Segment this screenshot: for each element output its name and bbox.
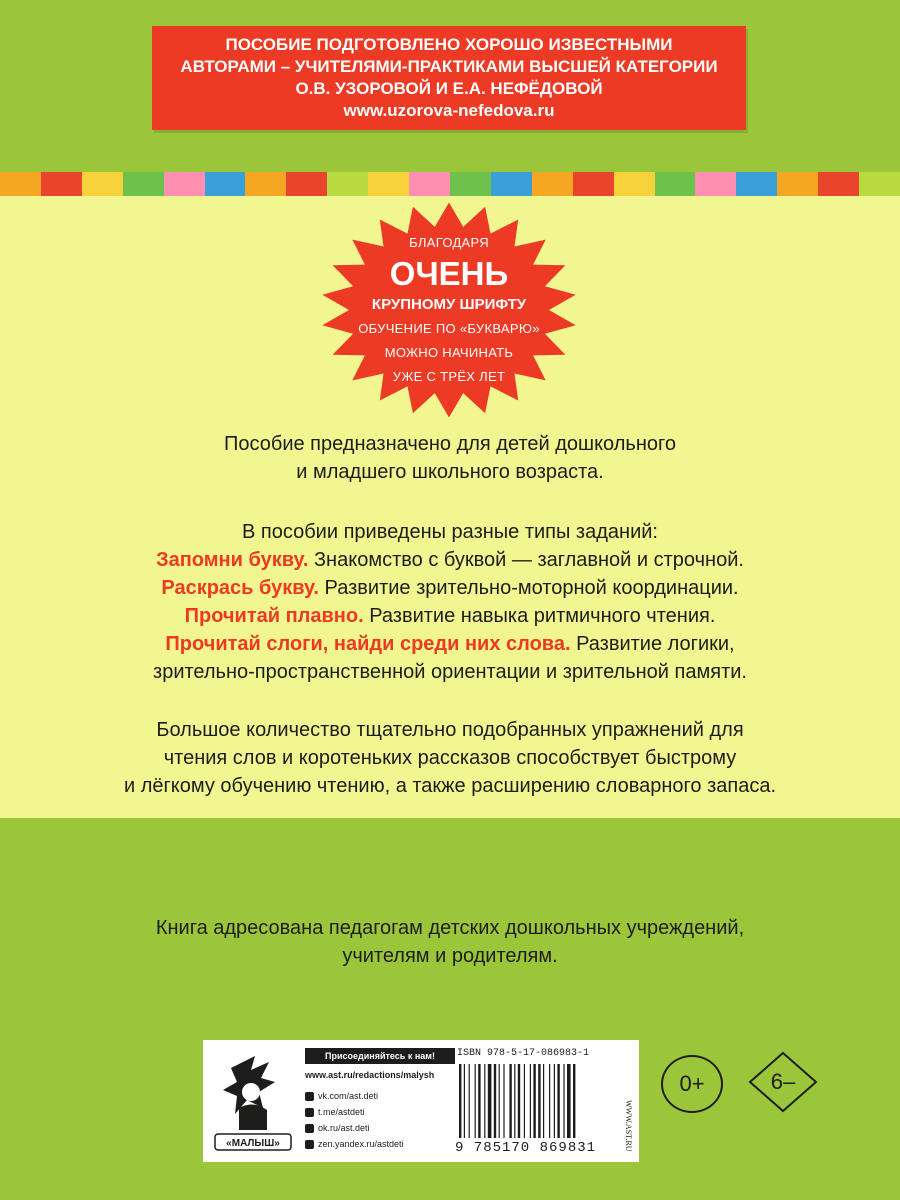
task-text: Знакомство с буквой — заглавной и строчной. <box>308 549 744 571</box>
join-label: Присоединяйтесь к нам! <box>305 1048 455 1064</box>
social-link-text: zen.yandex.ru/astdeti <box>318 1139 404 1149</box>
barcode-bar <box>549 1064 550 1138</box>
task-text: Развитие зрительно-моторной координации. <box>318 577 739 599</box>
task-title: Прочитай плавно. <box>184 605 364 627</box>
stripe-segment <box>736 172 777 196</box>
barcode-bar <box>538 1064 540 1138</box>
barcode-bar <box>567 1064 571 1138</box>
task-item <box>0 630 900 658</box>
stripe-segment <box>777 172 818 196</box>
barcode-bar <box>484 1064 485 1138</box>
stripe-segment <box>655 172 696 196</box>
task-tail: зрительно-пространственной ориентации и зрительной памяти. <box>153 661 747 683</box>
task-text: Развитие навыка ритмичного чтения. <box>363 605 716 627</box>
burst-line-2: ОЧЕНЬ <box>389 255 509 292</box>
task-list <box>0 518 900 686</box>
burst-line-6: УЖЕ С ТРЁХ ЛЕТ <box>392 369 506 384</box>
summary-line-2: чтения слов и коротеньких рассказов способствует быстрому <box>163 747 737 769</box>
barcode-bar <box>488 1064 492 1138</box>
social-row-zen <box>305 1136 404 1152</box>
task-item <box>0 574 900 602</box>
age-rating-circle: 0+ <box>661 1055 723 1113</box>
audience-line-2: учителям и родителям. <box>342 945 558 967</box>
audience-line-1: Книга адресована педагогам детских дошкольных учреждений, <box>155 917 745 939</box>
author-website: www.uzorova-nefedova.ru <box>343 101 555 120</box>
barcode-bar <box>563 1064 564 1138</box>
stripe-segment <box>859 172 900 196</box>
author-banner <box>152 26 746 130</box>
stripe-segment <box>368 172 409 196</box>
barcode-bar <box>499 1064 500 1138</box>
stripe-segment <box>286 172 327 196</box>
barcode-bar <box>530 1064 531 1138</box>
social-links <box>305 1088 404 1152</box>
barcode-bar <box>518 1064 520 1138</box>
burst-line-3: КРУПНОМУ ШРИФТУ <box>371 296 527 313</box>
barcode <box>457 1064 615 1138</box>
stripe-segment <box>491 172 532 196</box>
stripe-segment <box>205 172 246 196</box>
telegram-icon <box>305 1108 314 1117</box>
social-link-text: ok.ru/ast.deti <box>318 1123 370 1133</box>
task-title: Прочитай слоги, найди среди них слова. <box>165 633 571 655</box>
burst-line-1: БЛАГОДАРЯ <box>409 235 489 250</box>
barcode-bar <box>509 1064 511 1138</box>
task-title: Запомни букву. <box>156 549 309 571</box>
stripe-segment <box>245 172 286 196</box>
task-heading: В пособии приведены разные типы заданий: <box>242 521 658 543</box>
task-title: Раскрась букву. <box>161 577 319 599</box>
barcode-bar <box>503 1064 504 1138</box>
stripe-segment <box>573 172 614 196</box>
barcode-bar <box>543 1064 544 1138</box>
intro-line-1: Пособие предназначено для детей дошкольного <box>224 433 676 455</box>
publisher-site: www.ast.ru/redactions/malysh <box>305 1070 435 1080</box>
barcode-bar <box>557 1064 559 1138</box>
ok-icon <box>305 1124 314 1133</box>
barcode-bar <box>475 1064 476 1138</box>
social-link-text: vk.com/ast.deti <box>318 1091 379 1101</box>
stripe-segment <box>123 172 164 196</box>
color-stripe-border <box>0 172 900 196</box>
imprint-box <box>203 1040 639 1162</box>
age-rating-diamond: 6– <box>770 1069 796 1094</box>
stripe-segment <box>327 172 368 196</box>
task-item <box>0 602 900 630</box>
social-link-text: t.me/astdeti <box>318 1107 365 1117</box>
barcode-bar <box>514 1064 515 1138</box>
stripe-segment <box>532 172 573 196</box>
vertical-url-text: WWW.AST.RU <box>624 1100 633 1152</box>
burst-line-5: МОЖНО НАЧИНАТЬ <box>384 345 514 360</box>
social-row-telegram <box>305 1104 404 1120</box>
stripe-segment <box>82 172 123 196</box>
stripe-segment <box>41 172 82 196</box>
burst-line-4: ОБУЧЕНИЕ ПО «БУКВАРЮ» <box>358 321 540 336</box>
barcode-bar <box>524 1064 525 1138</box>
summary-line-3: и лёгкому обучению чтению, а также расширению словарного запаса. <box>123 775 777 797</box>
barcode-bar <box>464 1064 465 1138</box>
barcode-bar <box>494 1064 496 1138</box>
task-item <box>0 546 900 574</box>
barcode-bar <box>573 1064 575 1138</box>
barcode-bar <box>533 1064 535 1138</box>
audience-note <box>0 914 900 970</box>
summary-text <box>0 716 900 800</box>
stripe-segment <box>450 172 491 196</box>
author-line-3: О.В. УЗОРОВОЙ И Е.А. НЕФЁДОВОЙ <box>295 79 603 98</box>
publisher-logo <box>211 1048 295 1156</box>
author-line-1: ПОСОБИЕ ПОДГОТОВЛЕНО ХОРОШО ИЗВЕСТНЫМИ <box>225 35 673 54</box>
intro-line-2: и младшего школьного возраста. <box>296 461 604 483</box>
isbn-text: ISBN 978-5-17-086983-1 <box>457 1048 590 1059</box>
barcode-bar <box>459 1064 461 1138</box>
intro-text <box>0 430 900 486</box>
stripe-segment <box>409 172 450 196</box>
vk-icon <box>305 1092 314 1101</box>
author-line-2: АВТОРАМИ – УЧИТЕЛЯМИ-ПРАКТИКАМИ ВЫСШЕЙ КАТЕГОРИИ <box>180 57 718 76</box>
social-row-vk <box>305 1088 404 1104</box>
logo-wordmark: «МАЛЫШ» <box>226 1138 280 1149</box>
stripe-segment <box>164 172 205 196</box>
stripe-segment <box>695 172 736 196</box>
barcode-bar <box>478 1064 480 1138</box>
barcode-bar <box>469 1064 470 1138</box>
summary-line-1: Большое количество тщательно подобранных упражнений для <box>156 719 744 741</box>
barcode-number: 9 785170 869831 <box>455 1140 597 1156</box>
task-text: Развитие логики, <box>570 633 735 655</box>
stripe-segment <box>614 172 655 196</box>
starburst-badge <box>318 202 580 418</box>
social-row-ok <box>305 1120 404 1136</box>
stripe-segment <box>818 172 859 196</box>
zen-icon <box>305 1140 314 1149</box>
stripe-segment <box>0 172 41 196</box>
barcode-bar <box>554 1064 555 1138</box>
